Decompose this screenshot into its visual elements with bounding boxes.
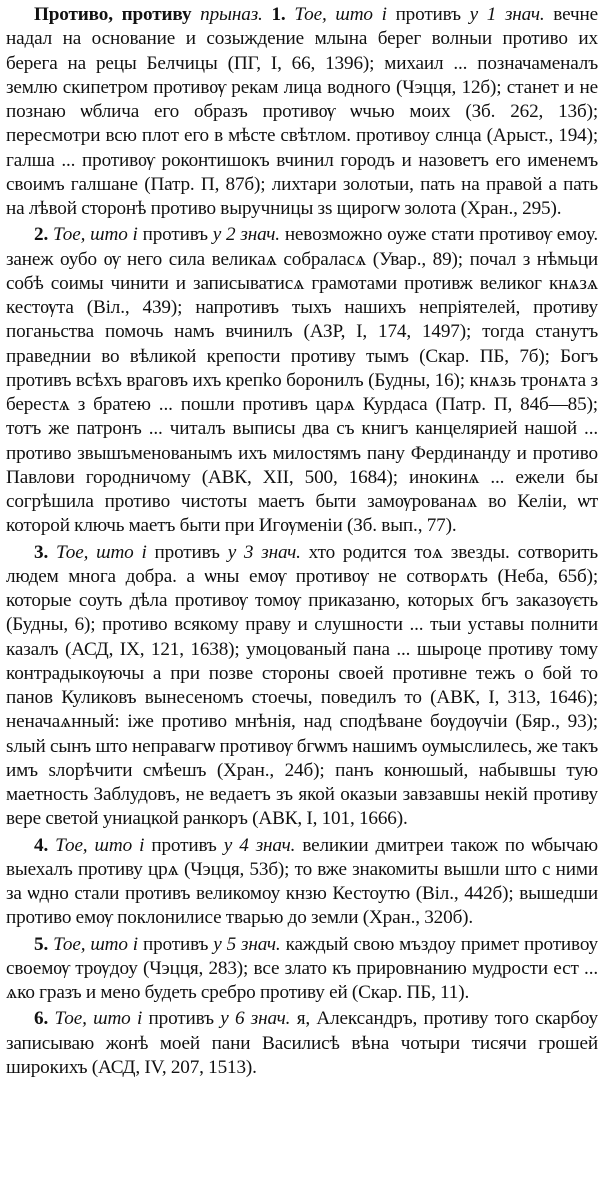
- sense-reference-meaning: у 3 знач.: [227, 541, 301, 563]
- sense-reference-meaning: у 1 знач.: [469, 4, 545, 25]
- sense-reference-word: противъ: [151, 834, 217, 856]
- sense-reference-meaning: у 5 знач.: [213, 933, 281, 955]
- headword: Противо, противу: [34, 4, 192, 25]
- sense-reference-word: противъ: [148, 1008, 214, 1030]
- sense-definition: Тое, што і: [294, 4, 387, 25]
- sense-number: 3.: [34, 541, 49, 563]
- sense-number: 5.: [34, 933, 49, 955]
- sense-4-paragraph: [6, 834, 598, 931]
- sense-citations: невозможно оуже стати противѹ емоу. занеж оубо ѹ него сила великаѧ собралаcѧ (Увар., 89); почал з нѣмьци собѣ соимы чинити и записыватисѧ грамотами противж великог кнѧзѧ кестѹта (Віл., 439); напротивъ тыхъ нашихъ непріятелей, противу поганьства помочь намъ вчинилъ (АЗР, I, 174, 1497); тогда станутъ праведнии во вѣликой крепости противу тымъ (Скар. ПБ, 7б); Богъ противъ всѣхъ враговъ ихъ крепko боронилъ (Будны, 16); кнѧзь тронѧта з берестѧ з братею ... пошли противъ царѧ Курдаса (Патр. П, 84б—85); тотъ же патронъ ... читалъ выписы два съ книгъ канцелярией нашой ... противо звышъменованымъ ихъ милостямъ пану Фердинанду и противо Павлови городничому (АВК, XII, 500, 1684); инокинѧ ... ежели бы согрѣшила противо чистоты маетъ быти замѹрованаѧ во Келіи, ѡт которой ключь маетъ быти при Игѹменіи (Зб. вып., 77).: [6, 224, 598, 537]
- sense-5-paragraph: [6, 933, 598, 1006]
- sense-reference-meaning: у 4 знач.: [223, 834, 296, 856]
- sense-citations: каждый свою мъздоу примет противоу своемѹ трѹдоу (Чэцця, 283); все злато къ прировнанию мудрости ест ... ѧко гразъ и мено будеть сребро противу ей (Скар. ПБ, 11).: [6, 933, 598, 1003]
- sense-citations: хто родится тоѧ звезды. сотворить людем многа добра. а ѡны емѹ противѹ не сотворѧть (Неба, 65б); которые соуть дѣла противѹ томѹ приказаню, которых бгъ заказѹєть (Будны, 6); противо всякому праву и слушности ... тыи уставы полнити казалъ (АСД, IX, 121, 1638); умоцованый пана ... шыроце противу тому контрадыкѹючы а при позве стороны своей противне тежъ о бой то панов Куликовъ вынесеномъ стоечы, поведилъ то (АВК, I, 313, 1646); неначаѧнный: іже противо мнѣнія, над сподѣване бѹдѹчіи (Бяр., 93); ѕлый сынъ што неправагѡ противѹ бгѡмъ нашимъ оумыслилесь, же такъ имъ ѕлорѣчити смѣешъ (Хран., 24б); панъ конюшый, набывшы тую маетность Заблудовъ, не ведаетъ зъ якой оказыи завзавшы некій противу вере светой униацкой ранкоръ (АВК, I, 101, 1666).: [6, 541, 598, 830]
- sense-reference-word: противъ: [142, 224, 208, 246]
- sense-2-paragraph: [6, 223, 598, 538]
- sense-definition: Тое, што і: [52, 224, 138, 246]
- sense-definition: Тое, што і: [55, 541, 147, 563]
- sense-3-paragraph: [6, 541, 598, 832]
- sense-reference-word: противъ: [154, 541, 220, 563]
- sense-number: 2.: [34, 224, 49, 246]
- sense-1-paragraph: [6, 3, 598, 221]
- sense-citations: вечне надал на основание и созыждение млына берег волныи противо их берега на рецы Белчицы (ПГ, I, 66, 1396); михаил ... позначаменалъ землю скипетром противѹ рекам лица водного (Чэцця, 12б); станет и не познаю ѡблича его образъ противѹ ѡчью моих (Зб. 262, 13б); пересмотри всю плот его в мѣсте свѣтлом. противоу слнца (Арыст., 194); галша ... противѹ роконтишокъ вчинил городъ и назоветъ его именемъ своимъ галшане (Патр. П, 87б); лихтари золотыи, пать на правой а пать на лѣвой сторонѣ противо выручницы зs щирогѡ золота (Хран., 295).: [6, 4, 598, 219]
- sense-reference-word: противъ: [142, 933, 209, 955]
- sense-number: 6.: [34, 1008, 49, 1030]
- sense-reference-word: противъ: [395, 4, 461, 25]
- sense-reference-meaning: у 6 знач.: [220, 1008, 291, 1030]
- sense-number: 4.: [34, 834, 49, 856]
- sense-definition: Тое, што і: [55, 834, 145, 856]
- part-of-speech: прыназ.: [200, 4, 263, 25]
- sense-citations: я, Александръ, противу того скарбоу записываю жонѣ моей пани Василисѣ вѣна чотыри тисячи грошей широкихъ (АСД, IV, 207, 1513).: [6, 1008, 598, 1078]
- sense-citations: великии дмитреи також по ѡбычаю выехалъ противу црѧ (Чэцця, 53б); то вже знакомиты вышли што с ними за ѡдно стали противъ великомоу кнзю Кестоутю (Віл., 442б); вышедши противо емѹ поклонилисе тварью до земли (Хран., 320б).: [6, 834, 598, 929]
- sense-number: 1.: [271, 4, 286, 25]
- sense-6-paragraph: [6, 1007, 598, 1080]
- sense-reference-meaning: у 2 знач.: [212, 224, 280, 246]
- sense-definition: Тое, што і: [53, 933, 138, 955]
- sense-definition: Тое, што і: [54, 1008, 143, 1030]
